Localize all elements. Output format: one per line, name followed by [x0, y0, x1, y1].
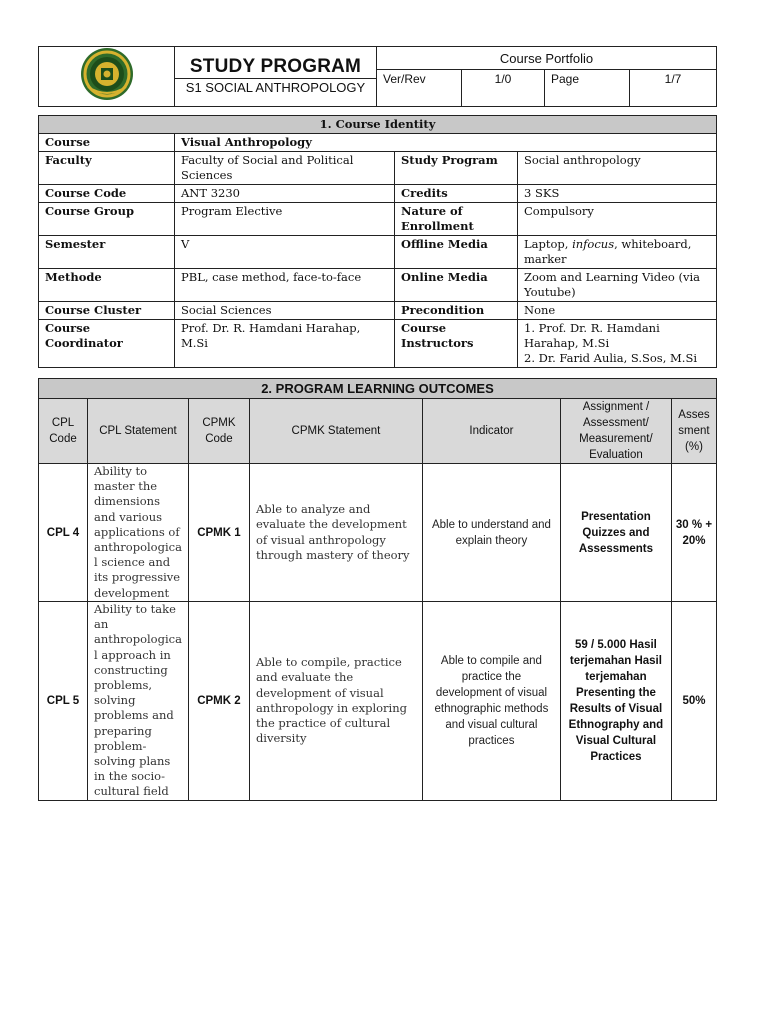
semester-label: Semester [39, 236, 175, 269]
page-value: 1/7 [630, 70, 717, 107]
methode-value: PBL, case method, face-to-face [175, 269, 395, 302]
cpmk-code: CPMK 1 [188, 464, 249, 602]
col-cpmk-statement: CPMK Statement [249, 399, 422, 464]
study-program-label: Study Program [395, 152, 518, 185]
table-header-row [39, 399, 717, 464]
cpmk-statement: Able to compile, practice and evaluate the development of visual anthropology in exploring the practice of cultural diversity [249, 602, 422, 801]
course-cluster-label: Course Cluster [39, 302, 175, 320]
course-label: Course [39, 134, 175, 152]
program-learning-outcomes-table [38, 378, 717, 801]
nature-of-enrollment-label: Nature of Enrollment [395, 203, 518, 236]
learning-outcomes-heading: 2. PROGRAM LEARNING OUTCOMES [39, 379, 717, 399]
cpl-code: CPL 5 [39, 602, 88, 801]
assessment: Presentation Quizzes and Assessments [560, 464, 671, 602]
col-assessment: Assignment / Assessment/ Measurement/ Evaluation [560, 399, 671, 464]
course-coordinator-value: Prof. Dr. R. Hamdani Harahap, M.Si [175, 320, 395, 368]
table-row [39, 602, 717, 801]
cpl-code: CPL 4 [39, 464, 88, 602]
course-instructors-label: Course Instructors [395, 320, 518, 368]
assessment-weight: 30 % + 20% [671, 464, 716, 602]
col-cpl-code: CPL Code [39, 399, 88, 464]
document-header [38, 46, 717, 107]
version-label: Ver/Rev [377, 70, 462, 107]
course-value: Visual Anthropology [175, 134, 717, 152]
offline-media-value: Laptop, infocus, whiteboard, marker [518, 236, 717, 269]
col-cpl-statement: CPL Statement [88, 399, 189, 464]
cpl-statement: Ability to master the dimensions and various applications of anthropologica l science and its progressive development [88, 464, 189, 602]
credits-value: 3 SKS [518, 185, 717, 203]
study-program-value: Social anthropology [518, 152, 717, 185]
course-code-value: ANT 3230 [175, 185, 395, 203]
course-identity-heading: 1. Course Identity [39, 116, 717, 134]
university-logo-cell [39, 47, 175, 107]
semester-value: V [175, 236, 395, 269]
credits-label: Credits [395, 185, 518, 203]
precondition-value: None [518, 302, 717, 320]
instructor-item: 1. Prof. Dr. R. Hamdani Harahap, M.Si [524, 321, 660, 350]
study-program-name: S1 SOCIAL ANTHROPOLOGY [175, 78, 376, 97]
col-indicator: Indicator [422, 399, 560, 464]
course-group-label: Course Group [39, 203, 175, 236]
indicator: Able to compile and practice the development of visual ethnographic methods and visual cultural practices [422, 602, 560, 801]
nature-of-enrollment-value: Compulsory [518, 203, 717, 236]
instructor-item: 2. Dr. Farid Aulia, S.Sos, M.Si [524, 351, 697, 365]
faculty-value: Faculty of Social and Political Sciences [175, 152, 395, 185]
online-media-value: Zoom and Learning Video (via Youtube) [518, 269, 717, 302]
table-row [39, 464, 717, 602]
assessment: 59 / 5.000 Hasil terjemahan Hasil terjemahan Presenting the Results of Visual Ethnography and Visual Cultural Practices [560, 602, 671, 801]
cpmk-code: CPMK 2 [188, 602, 249, 801]
online-media-label: Online Media [395, 269, 518, 302]
page-label: Page [545, 70, 630, 107]
assessment-weight: 50% [671, 602, 716, 801]
cpl-statement: Ability to take an anthropologica l approach in constructing problems, solving problems and preparing problem-solving plans in the socio-cultural field [88, 602, 189, 801]
study-program-cell [175, 47, 377, 107]
indicator: Able to understand and explain theory [422, 464, 560, 602]
course-portfolio-label: Course Portfolio [377, 47, 717, 70]
version-value: 1/0 [462, 70, 545, 107]
course-group-value: Program Elective [175, 203, 395, 236]
methode-label: Methode [39, 269, 175, 302]
course-coordinator-label: Course Coordinator [39, 320, 175, 368]
cpmk-statement: Able to analyze and evaluate the development of visual anthropology through mastery of theory [249, 464, 422, 602]
university-logo-icon [80, 47, 134, 101]
offline-media-label: Offline Media [395, 236, 518, 269]
study-program-title: STUDY PROGRAM [189, 56, 362, 77]
course-instructors-value [518, 320, 717, 368]
course-identity-table [38, 115, 717, 368]
col-weight: Asses sment (%) [671, 399, 716, 464]
faculty-label: Faculty [39, 152, 175, 185]
course-cluster-value: Social Sciences [175, 302, 395, 320]
col-cpmk-code: CPMK Code [188, 399, 249, 464]
precondition-label: Precondition [395, 302, 518, 320]
course-code-label: Course Code [39, 185, 175, 203]
